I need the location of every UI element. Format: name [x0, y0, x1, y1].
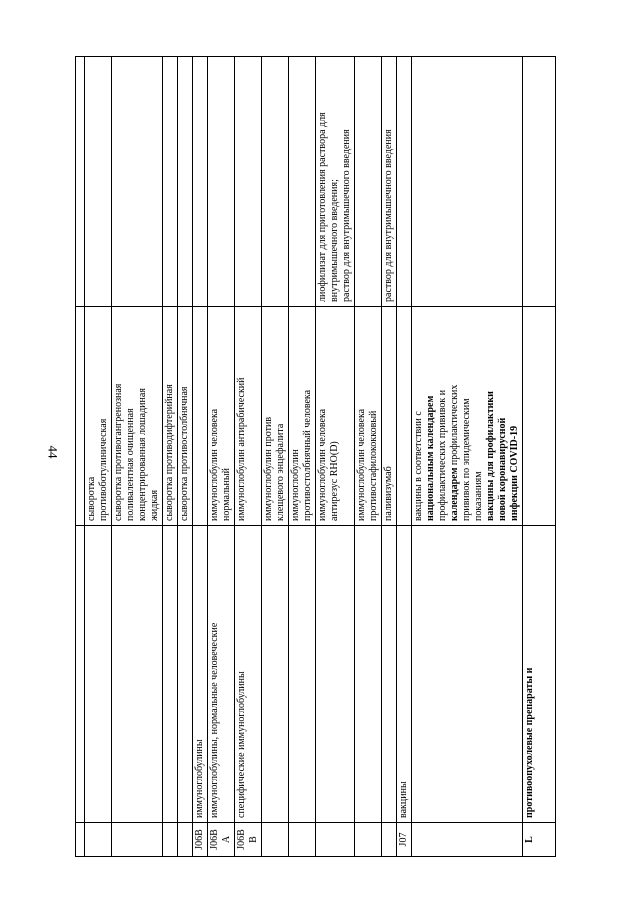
table-row: [85, 57, 112, 857]
drug-name-cell: [523, 307, 556, 526]
vaccine-text-line: [449, 311, 461, 521]
drug-name-cell-line: противоботулиническая: [98, 418, 109, 521]
vaccine-text-fragment: профилактических: [449, 384, 460, 468]
dosage-form-cell: [208, 57, 235, 307]
dosage-form-cell-line: лиофилизат для приготовления раствора для: [317, 112, 328, 302]
dosage-form-cell: [193, 57, 208, 307]
drug-name-cell-line: противостафилококковый: [368, 410, 379, 521]
table-row: [412, 57, 523, 857]
dosage-form-cell-line: раствор для внутримышечного введения: [341, 129, 352, 302]
group-name-cell: [262, 526, 289, 823]
atc-code-cell: [382, 823, 397, 857]
dosage-form-cell-line: внутримышечного введения;: [329, 179, 340, 302]
drug-name-cell-line: жидкая: [149, 489, 160, 521]
table-row: [523, 57, 556, 857]
table-body: [76, 57, 556, 857]
atc-code-cell: [412, 823, 523, 857]
group-name-cell: [382, 526, 397, 823]
dosage-form-cell: [397, 57, 412, 307]
group-name-cell: [316, 526, 355, 823]
drug-name-cell: [412, 307, 523, 526]
drug-name-cell: [193, 307, 208, 526]
drug-name-cell-line: клещевого энцефалита: [275, 423, 286, 521]
drug-name-cell-line: сыворотка противостолбнячная: [179, 386, 190, 521]
atc-code-cell: [85, 823, 112, 857]
drug-classification-table: [75, 56, 556, 857]
drug-name-cell-line: паливизумаб: [383, 466, 394, 521]
page-number-text: 44: [45, 445, 60, 459]
drug-name-cell-line: нормальный: [221, 468, 232, 521]
dosage-form-cell: [262, 57, 289, 307]
drug-name-cell: [382, 307, 397, 526]
drug-name-cell-line: сыворотка противодифтерийная: [164, 384, 175, 521]
drug-name-cell: [235, 307, 262, 526]
drug-name-cell-line: иммуноглобулин человека: [209, 408, 220, 521]
table-cell-empty: [76, 57, 85, 307]
dosage-form-cell-line: раствор для внутримышечного введения: [383, 129, 394, 302]
table-row: [289, 57, 316, 857]
drug-name-cell-line: поливалентная очищенная: [125, 408, 136, 521]
drug-name-cell-line: иммуноглобулин человека: [317, 408, 328, 521]
drug-name-cell-line: концентрированная лошадиная: [137, 388, 148, 521]
atc-code-cell: [112, 823, 163, 857]
dosage-form-cell: [316, 57, 355, 307]
group-name-cell: вакцины: [397, 526, 412, 823]
table-row: [397, 57, 412, 857]
group-name-cell: [163, 526, 178, 823]
dosage-form-cell: [112, 57, 163, 307]
drug-name-cell-line: противостолбнячный человека: [302, 389, 313, 521]
table-row: [355, 57, 382, 857]
dosage-form-cell: [412, 57, 523, 307]
drug-name-cell: [208, 307, 235, 526]
dosage-form-cell: [235, 57, 262, 307]
vaccine-text-line: прививок по эпидемическим: [461, 398, 472, 521]
vaccine-text-line: национальным календарем: [425, 395, 436, 521]
drug-name-cell: [163, 307, 178, 526]
atc-code-cell: [178, 823, 193, 857]
atc-code-cell: L: [523, 823, 556, 857]
drug-name-cell: [289, 307, 316, 526]
drug-name-cell-line: иммуноглобулин против: [263, 416, 274, 521]
group-name-cell: специфические иммуноглобулины: [235, 526, 262, 823]
dosage-form-cell: [355, 57, 382, 307]
dosage-form-cell: [382, 57, 397, 307]
atc-code-cell: [355, 823, 382, 857]
atc-code-cell: J07: [397, 823, 412, 857]
atc-code-cell: [289, 823, 316, 857]
table-row: [208, 57, 235, 857]
drug-name-cell: [178, 307, 193, 526]
vaccine-covid-line: инфекции COVID-19: [509, 425, 520, 521]
drug-name-cell: [262, 307, 289, 526]
group-name-cell: [289, 526, 316, 823]
dosage-form-cell: [289, 57, 316, 307]
drug-classification-table-frame: [75, 57, 565, 857]
group-name-cell: иммуноглобулины, нормальные человеческие: [208, 526, 235, 823]
drug-name-cell: [85, 307, 112, 526]
atc-code-cell: J06BA: [208, 823, 235, 857]
group-name-cell: противоопухолевые препараты и: [523, 526, 556, 823]
drug-name-cell-line: иммуноглобулин человека: [356, 408, 367, 521]
group-name-cell: [355, 526, 382, 823]
atc-code-cell: J06BB: [235, 823, 262, 857]
drug-name-cell: [316, 307, 355, 526]
table-cell-empty: [76, 526, 85, 823]
dosage-form-cell: [523, 57, 556, 307]
drug-name-cell: [112, 307, 163, 526]
group-name-cell: [112, 526, 163, 823]
vaccine-text-bold-fragment: календарем: [449, 467, 460, 521]
vaccine-text-line: профилактических прививок и: [437, 389, 448, 521]
table-row: [262, 57, 289, 857]
drug-name-cell: [397, 307, 412, 526]
drug-name-cell-line: сыворотка: [86, 476, 97, 521]
table-top-spacer-row: [76, 57, 85, 857]
drug-name-cell-line: иммуноглобулин: [290, 449, 301, 521]
atc-code-cell: [262, 823, 289, 857]
table-cell-empty: [76, 823, 85, 857]
table-row: [382, 57, 397, 857]
dosage-form-cell: [178, 57, 193, 307]
group-name-cell: [85, 526, 112, 823]
vaccine-covid-line: вакцины для профилактики: [485, 391, 496, 521]
vaccine-text-line: вакцины в соответствии с: [413, 411, 424, 521]
atc-code-cell: [163, 823, 178, 857]
group-name-cell: [412, 526, 523, 823]
dosage-form-cell: [163, 57, 178, 307]
table-row: [112, 57, 163, 857]
table-row: [316, 57, 355, 857]
atc-code-cell: J06B: [193, 823, 208, 857]
atc-code-cell: [316, 823, 355, 857]
dosage-form-cell: [85, 57, 112, 307]
drug-name-cell-line: иммуноглобулин антирабический: [236, 377, 247, 521]
drug-name-cell-line: антирезус RHO(D): [329, 441, 340, 521]
drug-name-cell: [355, 307, 382, 526]
page-number: [40, 438, 64, 466]
table-row: [193, 57, 208, 857]
table-cell-empty: [76, 307, 85, 526]
drug-name-cell-line: сыворотка противогангренозная: [113, 383, 124, 521]
table-row: [163, 57, 178, 857]
group-name-cell: [178, 526, 193, 823]
vaccine-text-line: показаниям: [473, 471, 484, 521]
group-name-cell: иммуноглобулины: [193, 526, 208, 823]
table-row: [235, 57, 262, 857]
vaccine-covid-line: новой коронавирусной: [497, 417, 508, 521]
table-row: [178, 57, 193, 857]
